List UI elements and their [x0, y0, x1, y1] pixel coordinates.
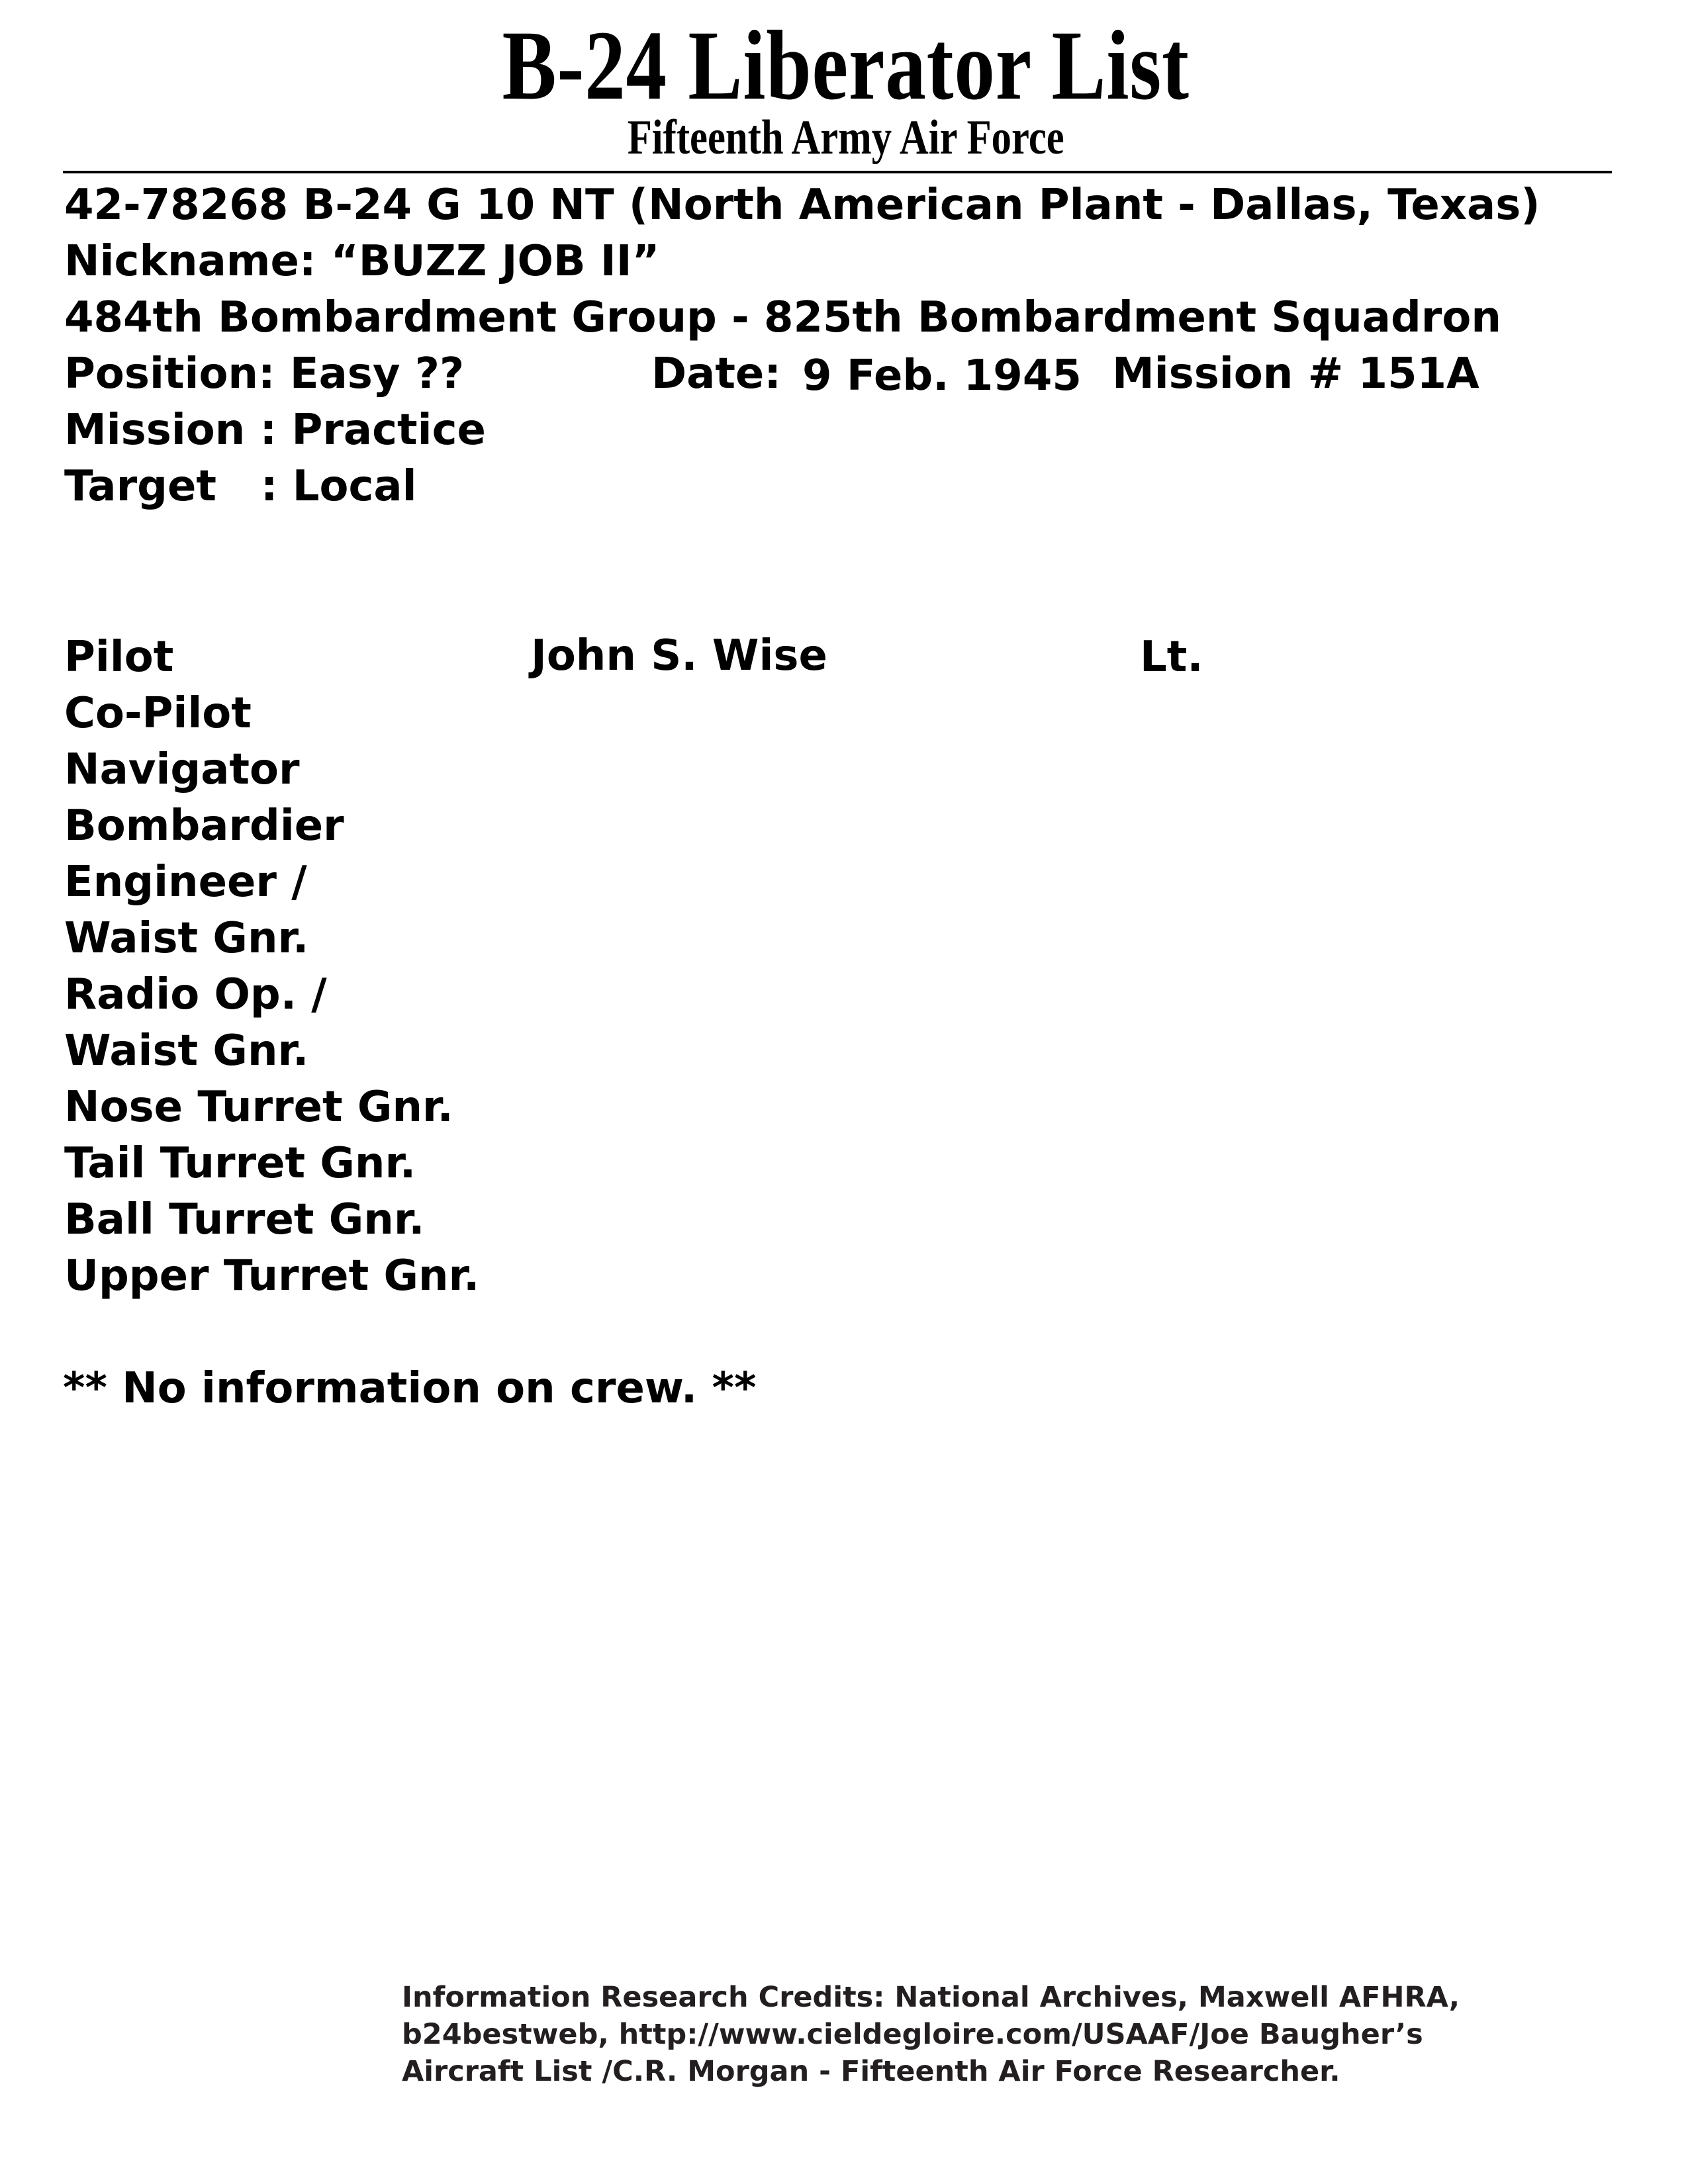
credits-line: Aircraft List /C.R. Morgan - Fifteenth Air Force Researcher. — [402, 2055, 1340, 2088]
credits-line: b24bestweb, http://www.cieldegloire.com/USAAF/Joe Baugher’s — [402, 2018, 1423, 2051]
crew-role: Waist Gnr. — [64, 914, 309, 963]
pilot-rank: Lt. — [1140, 633, 1203, 682]
crew-role: Co-Pilot — [64, 689, 252, 738]
page-title: B-24 Liberator List — [502, 11, 1190, 120]
date-value: 9 Feb. 1945 — [802, 351, 1082, 400]
aircraft-position: Position: Easy ?? — [64, 349, 465, 398]
mission-target: Target : Local — [64, 462, 417, 511]
crew-role: Ball Turret Gnr. — [64, 1195, 425, 1244]
mission-number: Mission # 151A — [1112, 349, 1479, 398]
crew-role: Waist Gnr. — [64, 1026, 309, 1075]
crew-role: Bombardier — [64, 801, 344, 850]
pilot-name: John S. Wise — [531, 631, 827, 680]
credits-line: Information Research Credits: National Archives, Maxwell AFHRA, — [402, 1981, 1460, 2014]
mission-type: Mission : Practice — [64, 406, 486, 455]
crew-role: Pilot — [64, 633, 174, 682]
page-subtitle: Fifteenth Army Air Force — [627, 111, 1064, 165]
aircraft-serial-line: 42-78268 B-24 G 10 NT (North American Plant - Dallas, Texas) — [64, 181, 1540, 230]
crew-role: Engineer / — [64, 858, 307, 907]
research-credits — [402, 1979, 1460, 2090]
aircraft-group: 484th Bombardment Group - 825th Bombardment Squadron — [64, 293, 1501, 342]
crew-role: Upper Turret Gnr. — [64, 1251, 480, 1300]
aircraft-nickname: Nickname: “BUZZ JOB II” — [64, 237, 660, 286]
header-divider — [63, 171, 1612, 173]
date-label: Date: — [651, 349, 781, 398]
crew-role: Radio Op. / — [64, 970, 327, 1019]
crew-role: Tail Turret Gnr. — [64, 1139, 416, 1188]
crew-note: ** No information on crew. ** — [63, 1364, 757, 1413]
crew-role: Nose Turret Gnr. — [64, 1083, 453, 1132]
crew-role: Navigator — [64, 745, 300, 794]
